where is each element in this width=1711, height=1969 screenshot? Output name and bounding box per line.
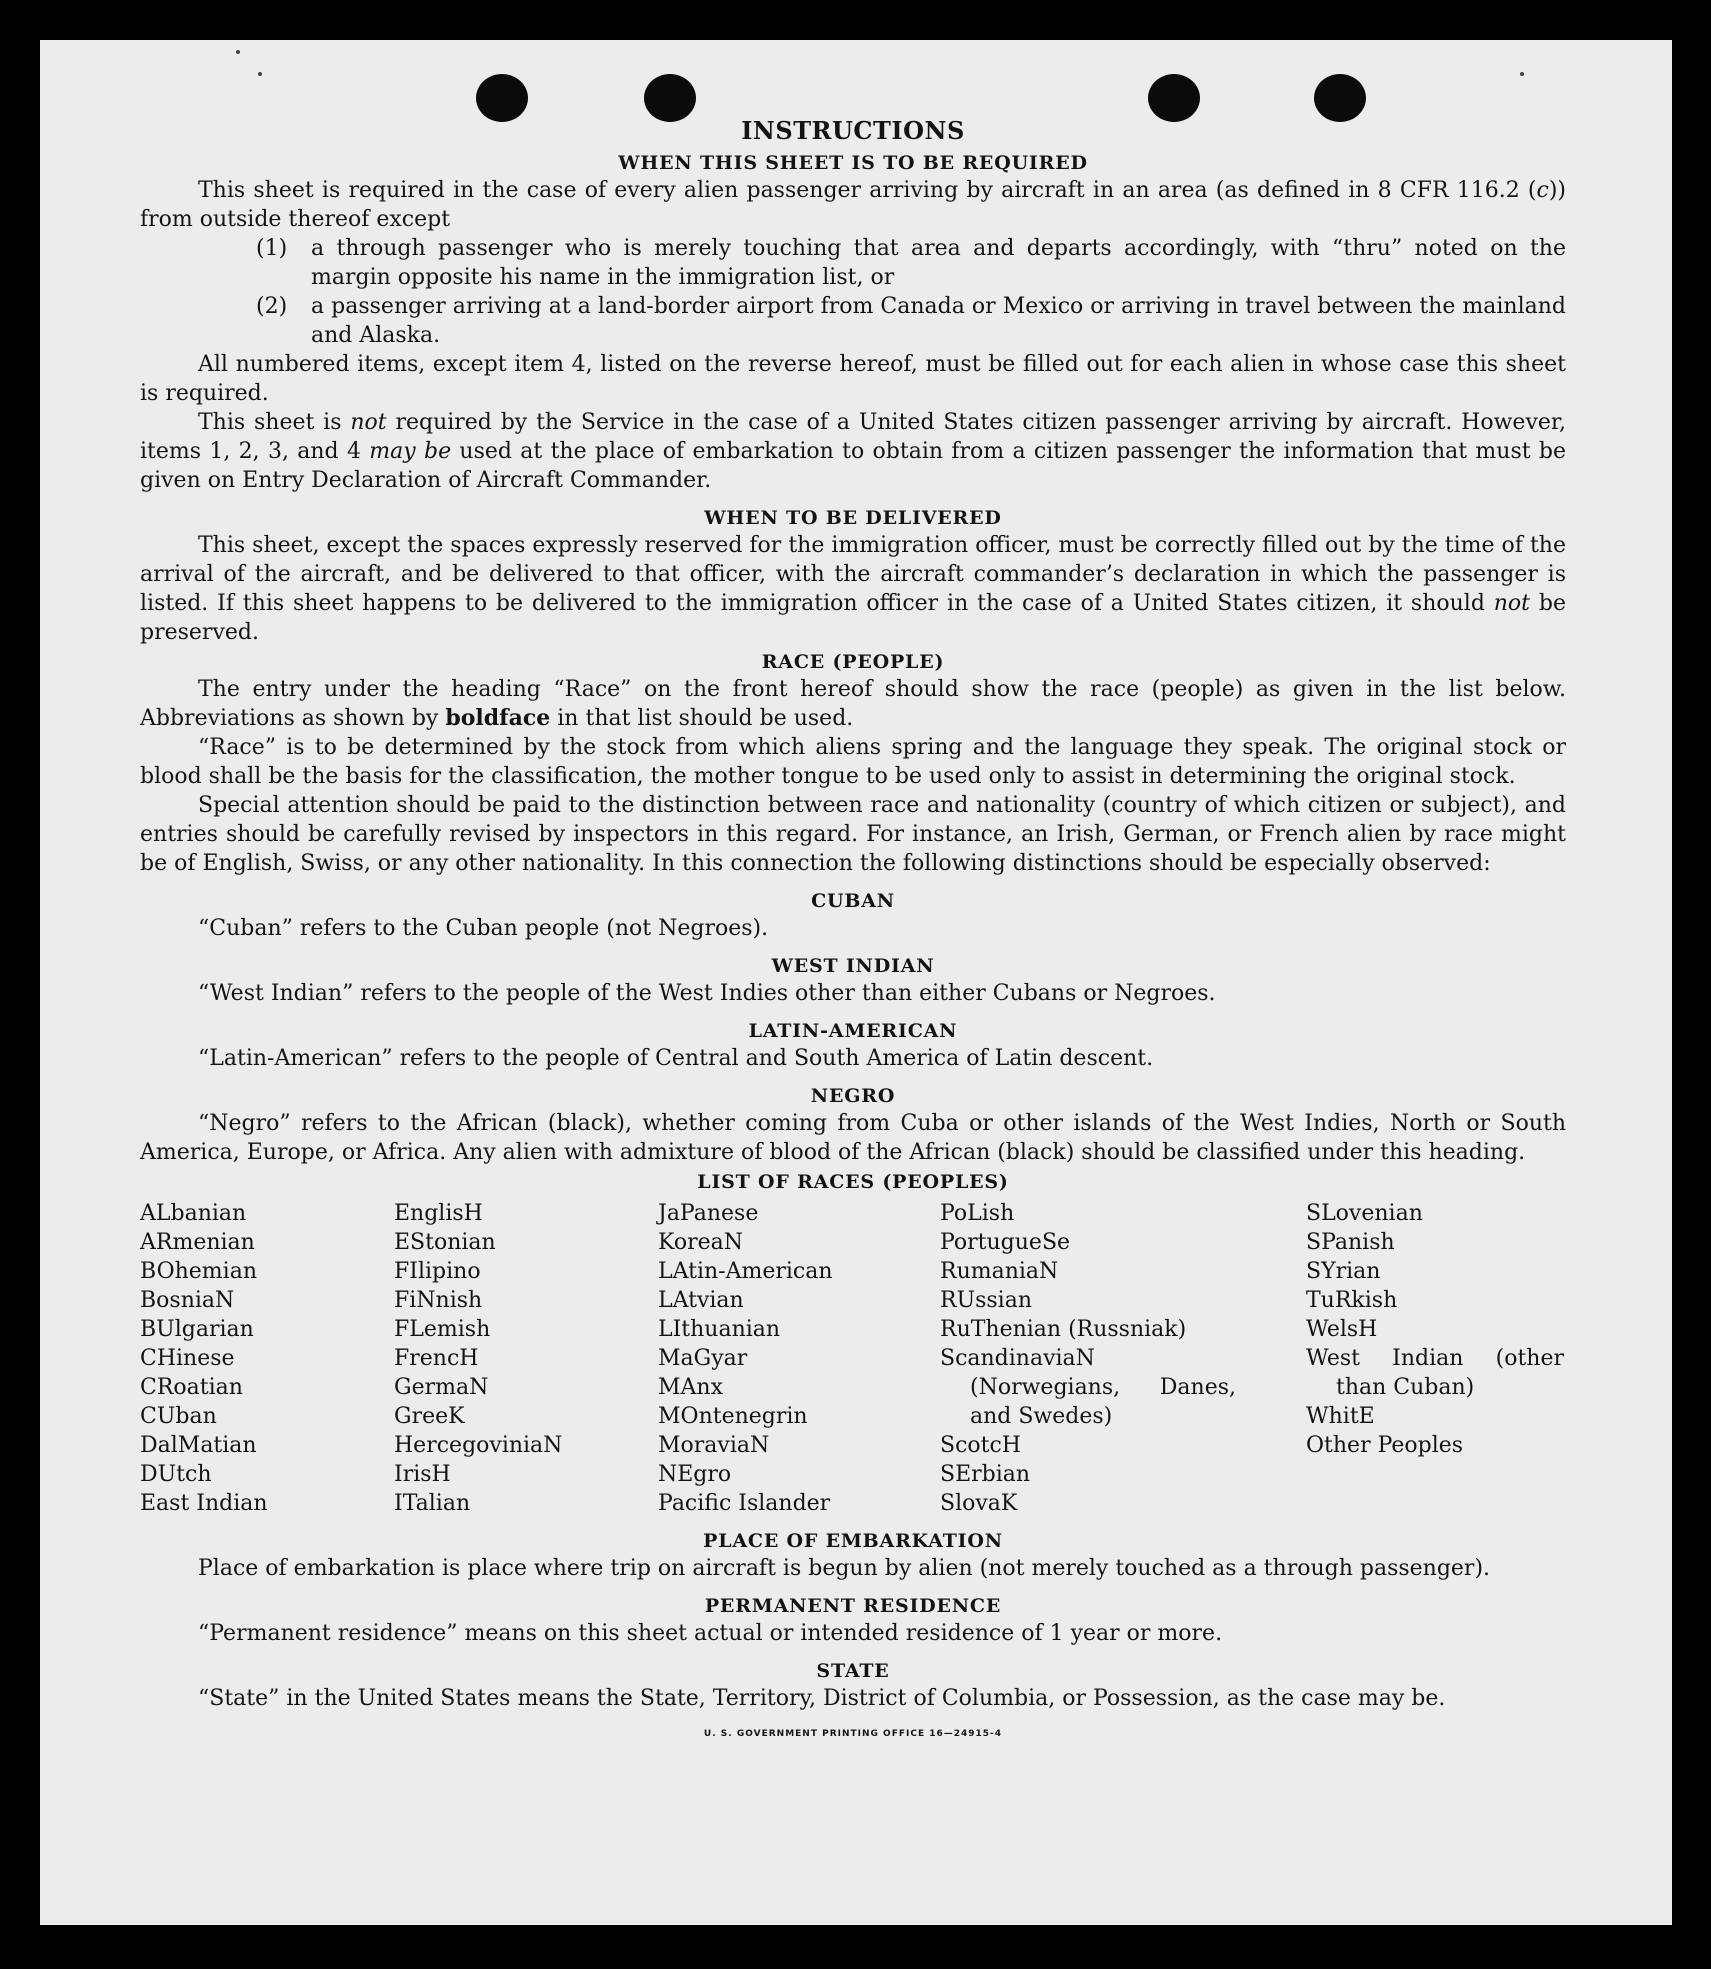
- numbered-items-note: All numbered items, except item 4, listed on the reverse hereof, must be filled out for each alien in whose case this sheet is required.: [140, 352, 1566, 406]
- race-entry: FIlipino: [394, 1259, 481, 1284]
- race-entry: MoraviaN: [658, 1433, 770, 1458]
- section-heading-when-delivered: WHEN TO BE DELIVERED: [704, 507, 1002, 529]
- state-text: “State” in the United States means the State, Territory, District of Columbia, or Possession, as the case may be.: [198, 1686, 1446, 1711]
- section-heading-latin-american: LATIN-AMERICAN: [748, 1020, 958, 1042]
- race-entry: Pacific Islander: [658, 1491, 831, 1516]
- race-entry: SlovaK: [940, 1491, 1018, 1516]
- races-column: [140, 1199, 394, 1518]
- race-entry: HercegoviniaN: [394, 1433, 563, 1458]
- race-entry: ALbanian: [140, 1201, 247, 1226]
- race-entry: West Indian (other than Cuban): [1306, 1346, 1564, 1400]
- race-entry: LAtin-American: [658, 1259, 833, 1284]
- race-entry: CUban: [140, 1404, 217, 1429]
- race-entry: SLovenian: [1306, 1201, 1423, 1226]
- delivery-text: This sheet, except the spaces expressly reserved for the immigration officer, must be correctly filled out by the time of the arrival of the aircraft, and be delivered to that officer, with the aircraft commander’s declaration in which the passenger is listed. If this sheet happens to be delivered to the immigration officer in the case of a United States citizen, it should not be preserved.: [140, 533, 1566, 645]
- race-entry: BUlgarian: [140, 1317, 254, 1342]
- section-heading-when-required: WHEN THIS SHEET IS TO BE REQUIRED: [618, 152, 1088, 174]
- section-heading-negro: NEGRO: [810, 1085, 896, 1107]
- speck: [1520, 72, 1524, 76]
- residence-text: “Permanent residence” means on this sheet actual or intended residence of 1 year or more.: [198, 1621, 1223, 1646]
- citizen-note: This sheet is not required by the Service in the case of a United States citizen passenger arriving by aircraft. However, items 1, 2, 3, and 4 may be used at the place of embarkation to obtain from a citizen passenger the information that must be given on Entry Declaration of Aircraft Commander.: [140, 410, 1566, 493]
- race-entry: LIthuanian: [658, 1317, 781, 1342]
- speck: [236, 50, 240, 54]
- race-entry: ScandinaviaN (Norwegians, Danes, and Swedes): [940, 1346, 1236, 1429]
- page-title: INSTRUCTIONS: [741, 116, 965, 145]
- printer-imprint: U. S. GOVERNMENT PRINTING OFFICE 16—24915-4: [703, 1729, 1003, 1739]
- race-entry: MaGyar: [658, 1346, 748, 1371]
- definition-text: “Negro” refers to the African (black), whether coming from Cuba or other islands of the West Indies, North or South America, Europe, or Africa. Any alien with admixture of blood of the African (black) should be classified under this heading.: [140, 1111, 1566, 1165]
- race-entry: SErbian: [940, 1462, 1031, 1487]
- races-column: [1306, 1199, 1564, 1518]
- race-entry: CHinese: [140, 1346, 235, 1371]
- definition-text: “Cuban” refers to the Cuban people (not Negroes).: [198, 916, 769, 941]
- section-heading-state: STATE: [816, 1660, 890, 1682]
- race-entry: Other Peoples: [1306, 1433, 1464, 1458]
- race-entry: SPanish: [1306, 1230, 1395, 1255]
- race-entry: East Indian: [140, 1491, 268, 1516]
- race-entry: FrencH: [394, 1346, 479, 1371]
- section-heading-cuban: CUBAN: [811, 890, 895, 912]
- exception-item: (2) a passenger arriving at a land-border airport from Canada or Mexico or arriving in travel between the mainland and Alaska.: [256, 294, 1566, 348]
- race-entry: IrisH: [394, 1462, 451, 1487]
- race-paragraph: Special attention should be paid to the distinction between race and nationality (country of which citizen or subject), and entries should be carefully revised by inspectors in this regard. For instance, an Irish, German, or French alien by race might be of English, Swiss, or any other nationality. In this connection the following distinctions should be especially observed:: [140, 793, 1566, 876]
- exception-item: (1) a through passenger who is merely touching that area and departs accordingly, with “thru” noted on the margin opposite his name in the immigration list, or: [256, 236, 1566, 290]
- race-entry: CRoatian: [140, 1375, 243, 1400]
- race-entry: RumaniaN: [940, 1259, 1059, 1284]
- race-entry: MAnx: [658, 1375, 723, 1400]
- definition-text: “West Indian” refers to the people of the West Indies other than either Cubans or Negroes.: [198, 981, 1216, 1006]
- race-paragraph: “Race” is to be determined by the stock from which aliens spring and the language they speak. The original stock or blood shall be the basis for the classification, the mother tongue to be used only to assist in determining the original stock.: [140, 735, 1566, 789]
- race-entry: SYrian: [1306, 1259, 1381, 1284]
- section-heading-embarkation: PLACE OF EMBARKATION: [703, 1530, 1003, 1552]
- race-entry: WelsH: [1306, 1317, 1378, 1342]
- race-entry: JaPanese: [658, 1201, 759, 1226]
- section-heading-west-indian: WEST INDIAN: [771, 955, 935, 977]
- required-intro: This sheet is required in the case of every alien passenger arriving by aircraft in an area (as defined in 8 CFR 116.2 (c)) from outside thereof except: [140, 178, 1566, 232]
- race-entry: PoLish: [940, 1201, 1015, 1226]
- race-entry: MOntenegrin: [658, 1404, 808, 1429]
- races-list: [140, 1199, 1566, 1518]
- embarkation-text: Place of embarkation is place where trip on aircraft is begun by alien (not merely touched as a through passenger).: [198, 1556, 1491, 1581]
- race-entry: TuRkish: [1306, 1288, 1398, 1313]
- section-heading-list-of-races: LIST OF RACES (PEOPLES): [697, 1171, 1009, 1193]
- race-entry: BOhemian: [140, 1259, 257, 1284]
- section-heading-residence: PERMANENT RESIDENCE: [704, 1595, 1002, 1617]
- instructions-content: [140, 114, 1566, 1741]
- race-entry: FiNnish: [394, 1288, 483, 1313]
- race-entry: LAtvian: [658, 1288, 744, 1313]
- race-entry: DUtch: [140, 1462, 212, 1487]
- race-entry: WhitE: [1306, 1404, 1375, 1429]
- race-entry: GermaN: [394, 1375, 489, 1400]
- races-column: [394, 1199, 658, 1518]
- definition-text: “Latin-American” refers to the people of Central and South America of Latin descent.: [198, 1046, 1154, 1071]
- race-entry: BosniaN: [140, 1288, 235, 1313]
- races-column: [940, 1199, 1236, 1518]
- speck: [258, 72, 262, 76]
- race-entry: FLemish: [394, 1317, 491, 1342]
- race-entry: RuThenian (Russniak): [940, 1317, 1187, 1342]
- document-page: [40, 40, 1672, 1925]
- race-entry: ITalian: [394, 1491, 471, 1516]
- race-entry: DalMatian: [140, 1433, 257, 1458]
- race-entry: RUssian: [940, 1288, 1033, 1313]
- race-entry: EStonian: [394, 1230, 496, 1255]
- race-entry: NEgro: [658, 1462, 732, 1487]
- section-heading-race: RACE (PEOPLE): [761, 651, 945, 673]
- race-entry: GreeK: [394, 1404, 465, 1429]
- race-entry: KoreaN: [658, 1230, 743, 1255]
- race-entry: ScotcH: [940, 1433, 1021, 1458]
- race-entry: EnglisH: [394, 1201, 483, 1226]
- races-column: [658, 1199, 940, 1518]
- race-entry: PortugueSe: [940, 1230, 1071, 1255]
- race-paragraph: The entry under the heading “Race” on the front hereof should show the race (people) as given in the list below. Abbreviations as shown by boldface in that list should be used.: [140, 677, 1566, 731]
- race-entry: ARmenian: [140, 1230, 255, 1255]
